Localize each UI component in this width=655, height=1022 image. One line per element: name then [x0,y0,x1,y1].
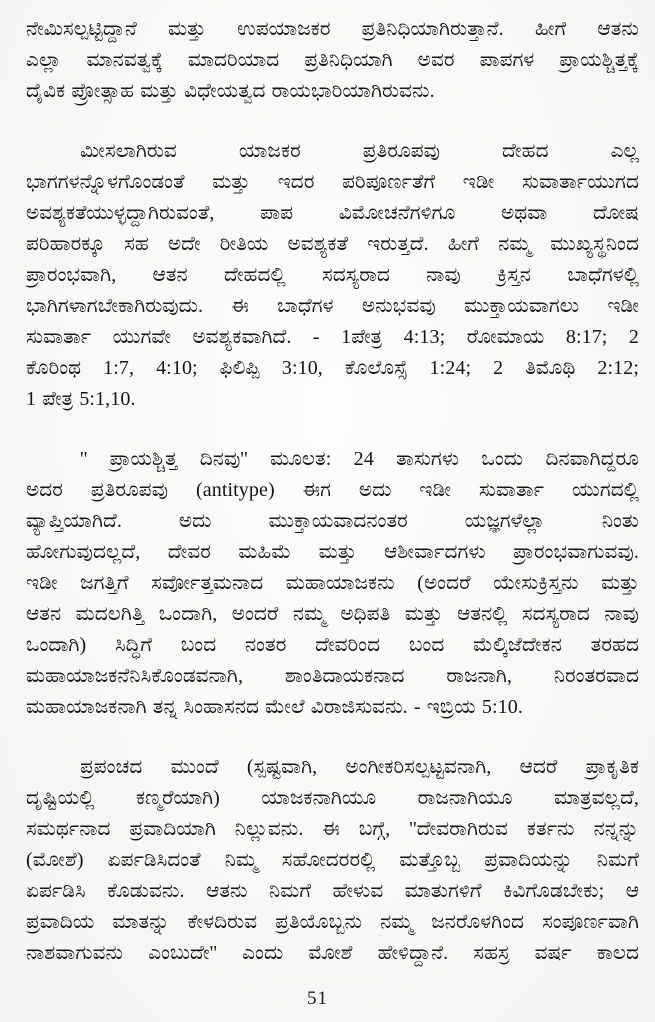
text-line: ಭಾಗಿಗಳಾಗಬೇಕಾಗಿರುವುದು. ಈ ಬಾಧೆಗಳ ಅನುಭವವು ಮುಕ್ತಾಯವಾಗಲು ಇಡೀ [26,295,639,317]
text-line: ಸಮರ್ಥನಾದ ಪ್ರವಾದಿಯಾಗಿ ನಿಲ್ಲುವನು. ಈ ಬಗ್ಗೆ, ''ದೇವರಾಗಿರುವ ಕರ್ತನು ನನ್ನನ್ನು [26,818,639,840]
text-line: ಪರಿಹಾರಕ್ಕೂ ಸಹ ಅದೇ ರೀತಿಯ ಅವಶ್ಯಕತೆ ಇರುತ್ತದೆ. ಹೀಗೆ ನಮ್ಮ ಮುಖ್ಯಸ್ಥನಿಂದ [26,233,639,255]
text-line: 1 ಪೇತ್ರ 5:1,10. [26,388,136,410]
text-line: ಭಾಗಗಳನ್ನೊಳಗೊಂಡಂತೆ ಮತ್ತು ಇದರ ಪರಿಪೂರ್ಣತೆಗೆ ಇಡೀ ಸುವಾರ್ತಾಯುಗದ [26,171,639,193]
text-line: ಅವಶ್ಯಕತೆಯುಳ್ಳದ್ದಾಗಿರುವಂತೆ, ಪಾಪ ವಿಮೋಚನೆಗಳಿಗೂ ಅಥವಾ ದೋಷ [26,202,639,224]
text-line: (ಮೋಶೆ) ಏರ್ಪಡಿಸಿದಂತೆ ನಿಮ್ಮ ಸಹೋದರರಲ್ಲಿ ಮತ್ತೊಬ್ಬ ಪ್ರವಾದಿಯನ್ನು ನಿಮಗೆ [26,849,639,871]
text-line: ಮೀಸಲಾಗಿರುವ ಯಾಜಕರ ಪ್ರತಿರೂಪವು ದೇಹದ ಎಲ್ಲ [80,140,639,162]
text-line: ಕೊರಿಂಥ 1:7, 4:10; ಫಿಲಿಪ್ಪಿ 3:10, ಕೊಲೊಸ್ಸೆ 1:24; 2 ತಿಮೊಥಿ 2:12; [26,357,639,379]
text-line: ವ್ಯಾಪ್ತಿಯಾಗಿದೆ. ಅದು ಮುಕ್ತಾಯವಾದನಂತರ ಯಜ್ಞಗಳೆಲ್ಲಾ ನಿಂತು [26,510,639,532]
text-line: ನಾಶವಾಗುವನು ಎಂಬುದೇ'' ಎಂದು ಮೋಶೆ ಹೇಳಿದ್ದಾನೆ. ಸಹಸ್ರ ವರ್ಷ ಕಾಲದ [26,942,639,964]
text-line: ಇಡೀ ಜಗತ್ತಿಗೆ ಸರ್ವೋತ್ತಮನಾದ ಮಹಾಯಾಜಕನು (ಅಂದರೆ ಯೇಸುಕ್ರಿಸ್ತನು ಮತ್ತು [26,572,639,594]
page-number: 51 [307,988,328,1009]
paragraph [26,136,639,415]
text-line: ಸುವಾರ್ತಾ ಯುಗವೇ ಅವಶ್ಯಕವಾಗಿದೆ. - 1ಪೇತ್ರ 4:13; ರೋಮಾಯ 8:17; 2 [26,326,639,348]
paragraph [26,444,639,723]
text-line: ದೃಷ್ಟಿಯಲ್ಲಿ ಕಣ್ಮರೆಯಾಗಿ) ಯಾಜಕನಾಗಿಯೂ ರಾಜನಾಗಿಯೂ ಮಾತ್ರವಲ್ಲದೆ, [26,787,639,809]
text-line: ಮಹಾಯಾಜಕನೆನಿಸಿಕೊಂಡವನಾಗಿ, ಶಾಂತಿದಾಯಕನಾದ ರಾಜನಾಗಿ, ನಿರಂತರವಾದ [26,665,639,687]
page-footer [0,988,635,1010]
text-line: ಪ್ರಾರಂಭವಾಗಿ, ಆತನ ದೇಹದಲ್ಲಿ ಸದಸ್ಯರಾದ ನಾವು ಕ್ರಿಸ್ತನ ಬಾಧೆಗಳಲ್ಲಿ [26,264,639,286]
text-line: ಒಂದಾಗಿ) ಸಿದ್ಧಿಗೆ ಬಂದ ನಂತರ ದೇವರಿಂದ ಬಂದ ಮೆಲ್ಕಿಜೆದೇಕನ ತರಹದ [26,634,639,656]
text-line: ಏರ್ಪಡಿಸಿ ಕೊಡುವನು. ಆತನು ನಿಮಗೆ ಹೇಳುವ ಮಾತುಗಳಿಗೆ ಕಿವಿಗೊಡಬೇಕು; ಆ [26,880,639,902]
text-line: ಹೋಗುವುದಲ್ಲದೆ, ದೇವರ ಮಹಿಮೆ ಮತ್ತು ಆಶೀರ್ವಾದಗಳು ಪ್ರಾರಂಭವಾಗುವವು. [26,541,639,563]
text-line: ಅದರ ಪ್ರತಿರೂಪವು (antitype) ಈಗ ಅದು ಇಡೀ ಸುವಾರ್ತಾ ಯುಗದಲ್ಲಿ [26,479,639,501]
text-line: ಪ್ರವಾದಿಯ ಮಾತನ್ನು ಕೇಳದಿರುವ ಪ್ರತಿಯೊಬ್ಬನು ನಮ್ಮ ಜನರೊಳಗಿಂದ ಸಂಪೂರ್ಣವಾಗಿ [26,911,639,933]
text-line: ನೇಮಿಸಲ್ಪಟ್ಟಿದ್ದಾನೆ ಮತ್ತು ಉಪಯಾಜಕರ ಪ್ರತಿನಿಧಿಯಾಗಿರುತ್ತಾನೆ. ಹೀಗೆ ಆತನು [26,18,639,40]
paragraph [26,14,639,107]
text-line: ಎಲ್ಲಾ ಮಾನವತ್ವಕ್ಕೆ ಮಾದರಿಯಾದ ಪ್ರತಿನಿಧಿಯಾಗಿ ಅವರ ಪಾಪಗಳ ಪ್ರಾಯಶ್ಚಿತ್ತಕ್ಕೆ [26,49,639,71]
paragraph [26,752,639,969]
body-text [26,14,639,969]
text-line: ಮಹಾಯಾಜಕನಾಗಿ ತನ್ನ ಸಿಂಹಾಸನದ ಮೇಲೆ ವಿರಾಜಿಸುವನು. - ಇಬ್ರಿಯ 5:10. [26,696,523,718]
text-line: '' ಪ್ರಾಯಶ್ಚಿತ್ತ ದಿನವು'' ಮೂಲತ: 24 ತಾಸುಗಳು ಒಂದು ದಿನವಾಗಿದ್ದರೂ [80,448,639,470]
text-line: ಪ್ರಪಂಚದ ಮುಂದೆ (ಸ್ಪಷ್ಟವಾಗಿ, ಅಂಗೀಕರಿಸಲ್ಪಟ್ಟವನಾಗಿ, ಆದರೆ ಪ್ರಾಕೃತಿಕ [80,756,639,778]
text-line: ದೈವಿಕ ಪ್ರೋತ್ಸಾಹ ಮತ್ತು ವಿಧೇಯತ್ವದ ರಾಯಭಾರಿಯಾಗಿರುವನು. [26,80,435,102]
text-line: ಆತನ ಮದಲಗಿತ್ತಿ ಒಂದಾಗಿ, ಅಂದರೆ ನಮ್ಮ ಅಧಿಪತಿ ಮತ್ತು ಆತನಲ್ಲಿ ಸದಸ್ಯರಾದ ನಾವು [26,603,639,625]
